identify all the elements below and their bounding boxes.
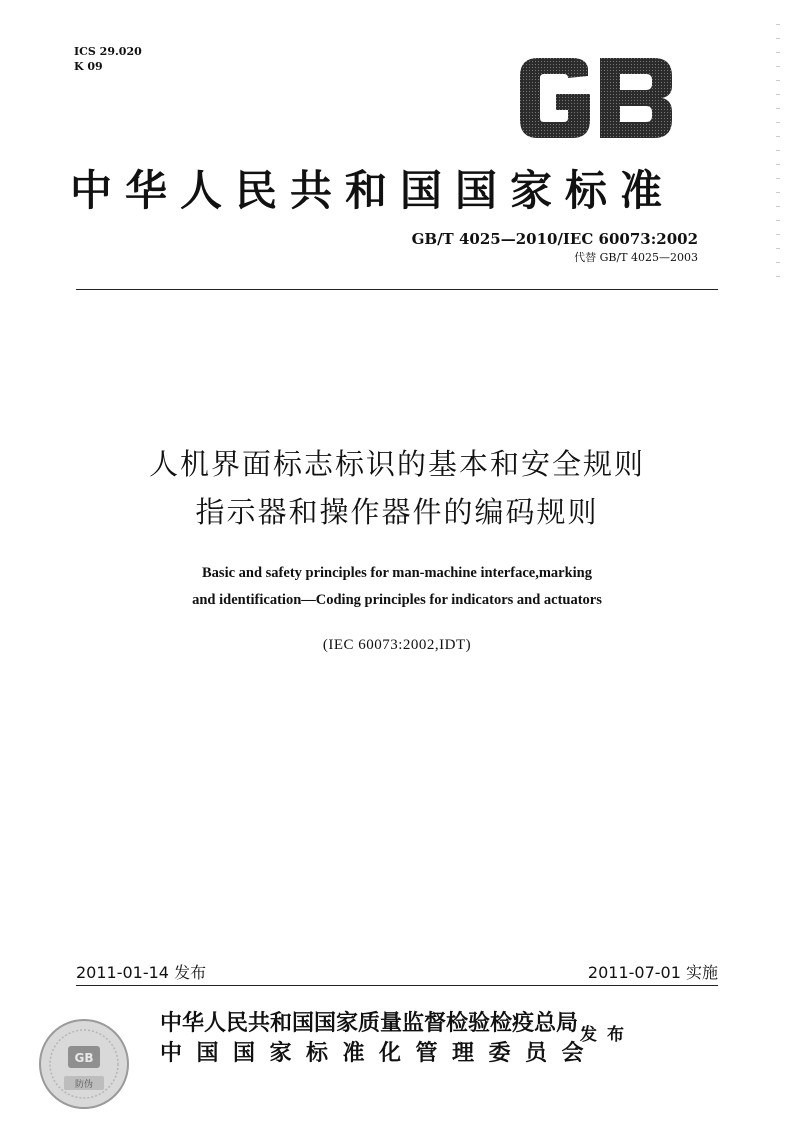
- issue-date: 2011-01-14 发布: [76, 963, 207, 982]
- footer-divider: [76, 985, 718, 986]
- issuer-aqsiq: 中华人民共和国国家质量监督检验检疫总局: [160, 1010, 579, 1036]
- issuer-sac: 中国国家标准化管理委员会: [160, 1040, 599, 1066]
- english-title-line1: Basic and safety principles for man-machine interface,marking: [202, 565, 592, 581]
- header-divider: [76, 289, 718, 290]
- anti-counterfeit-seal: [36, 1016, 132, 1112]
- publish-label: 发布: [580, 1025, 634, 1045]
- standard-number: GB/T 4025—2010/IEC 60073:2002: [411, 230, 698, 248]
- ccs-code: K 09: [74, 60, 103, 73]
- ics-code: ICS 29.020: [74, 45, 142, 58]
- chinese-title-line2: 指示器和操作器件的编码规则: [195, 495, 599, 529]
- gb-logo: [516, 54, 676, 142]
- iec-equivalence: (IEC 60073:2002,IDT): [322, 637, 472, 653]
- classification-codes: [74, 44, 142, 74]
- seal-label: 防伪: [74, 1080, 94, 1090]
- chinese-title-line1: 人机界面标志标识的基本和安全规则: [148, 447, 645, 481]
- edge-scan-marks: [776, 24, 780, 284]
- svg-text:GB: GB: [74, 1051, 94, 1065]
- national-standard-title: 中华人民共和国国家标准: [70, 166, 676, 215]
- replaces-note: 代替 GB/T 4025—2003: [574, 251, 698, 264]
- implementation-date: 2011-07-01 实施: [587, 963, 718, 982]
- english-title-line2: and identification—Coding principles for indicators and actuators: [192, 592, 602, 608]
